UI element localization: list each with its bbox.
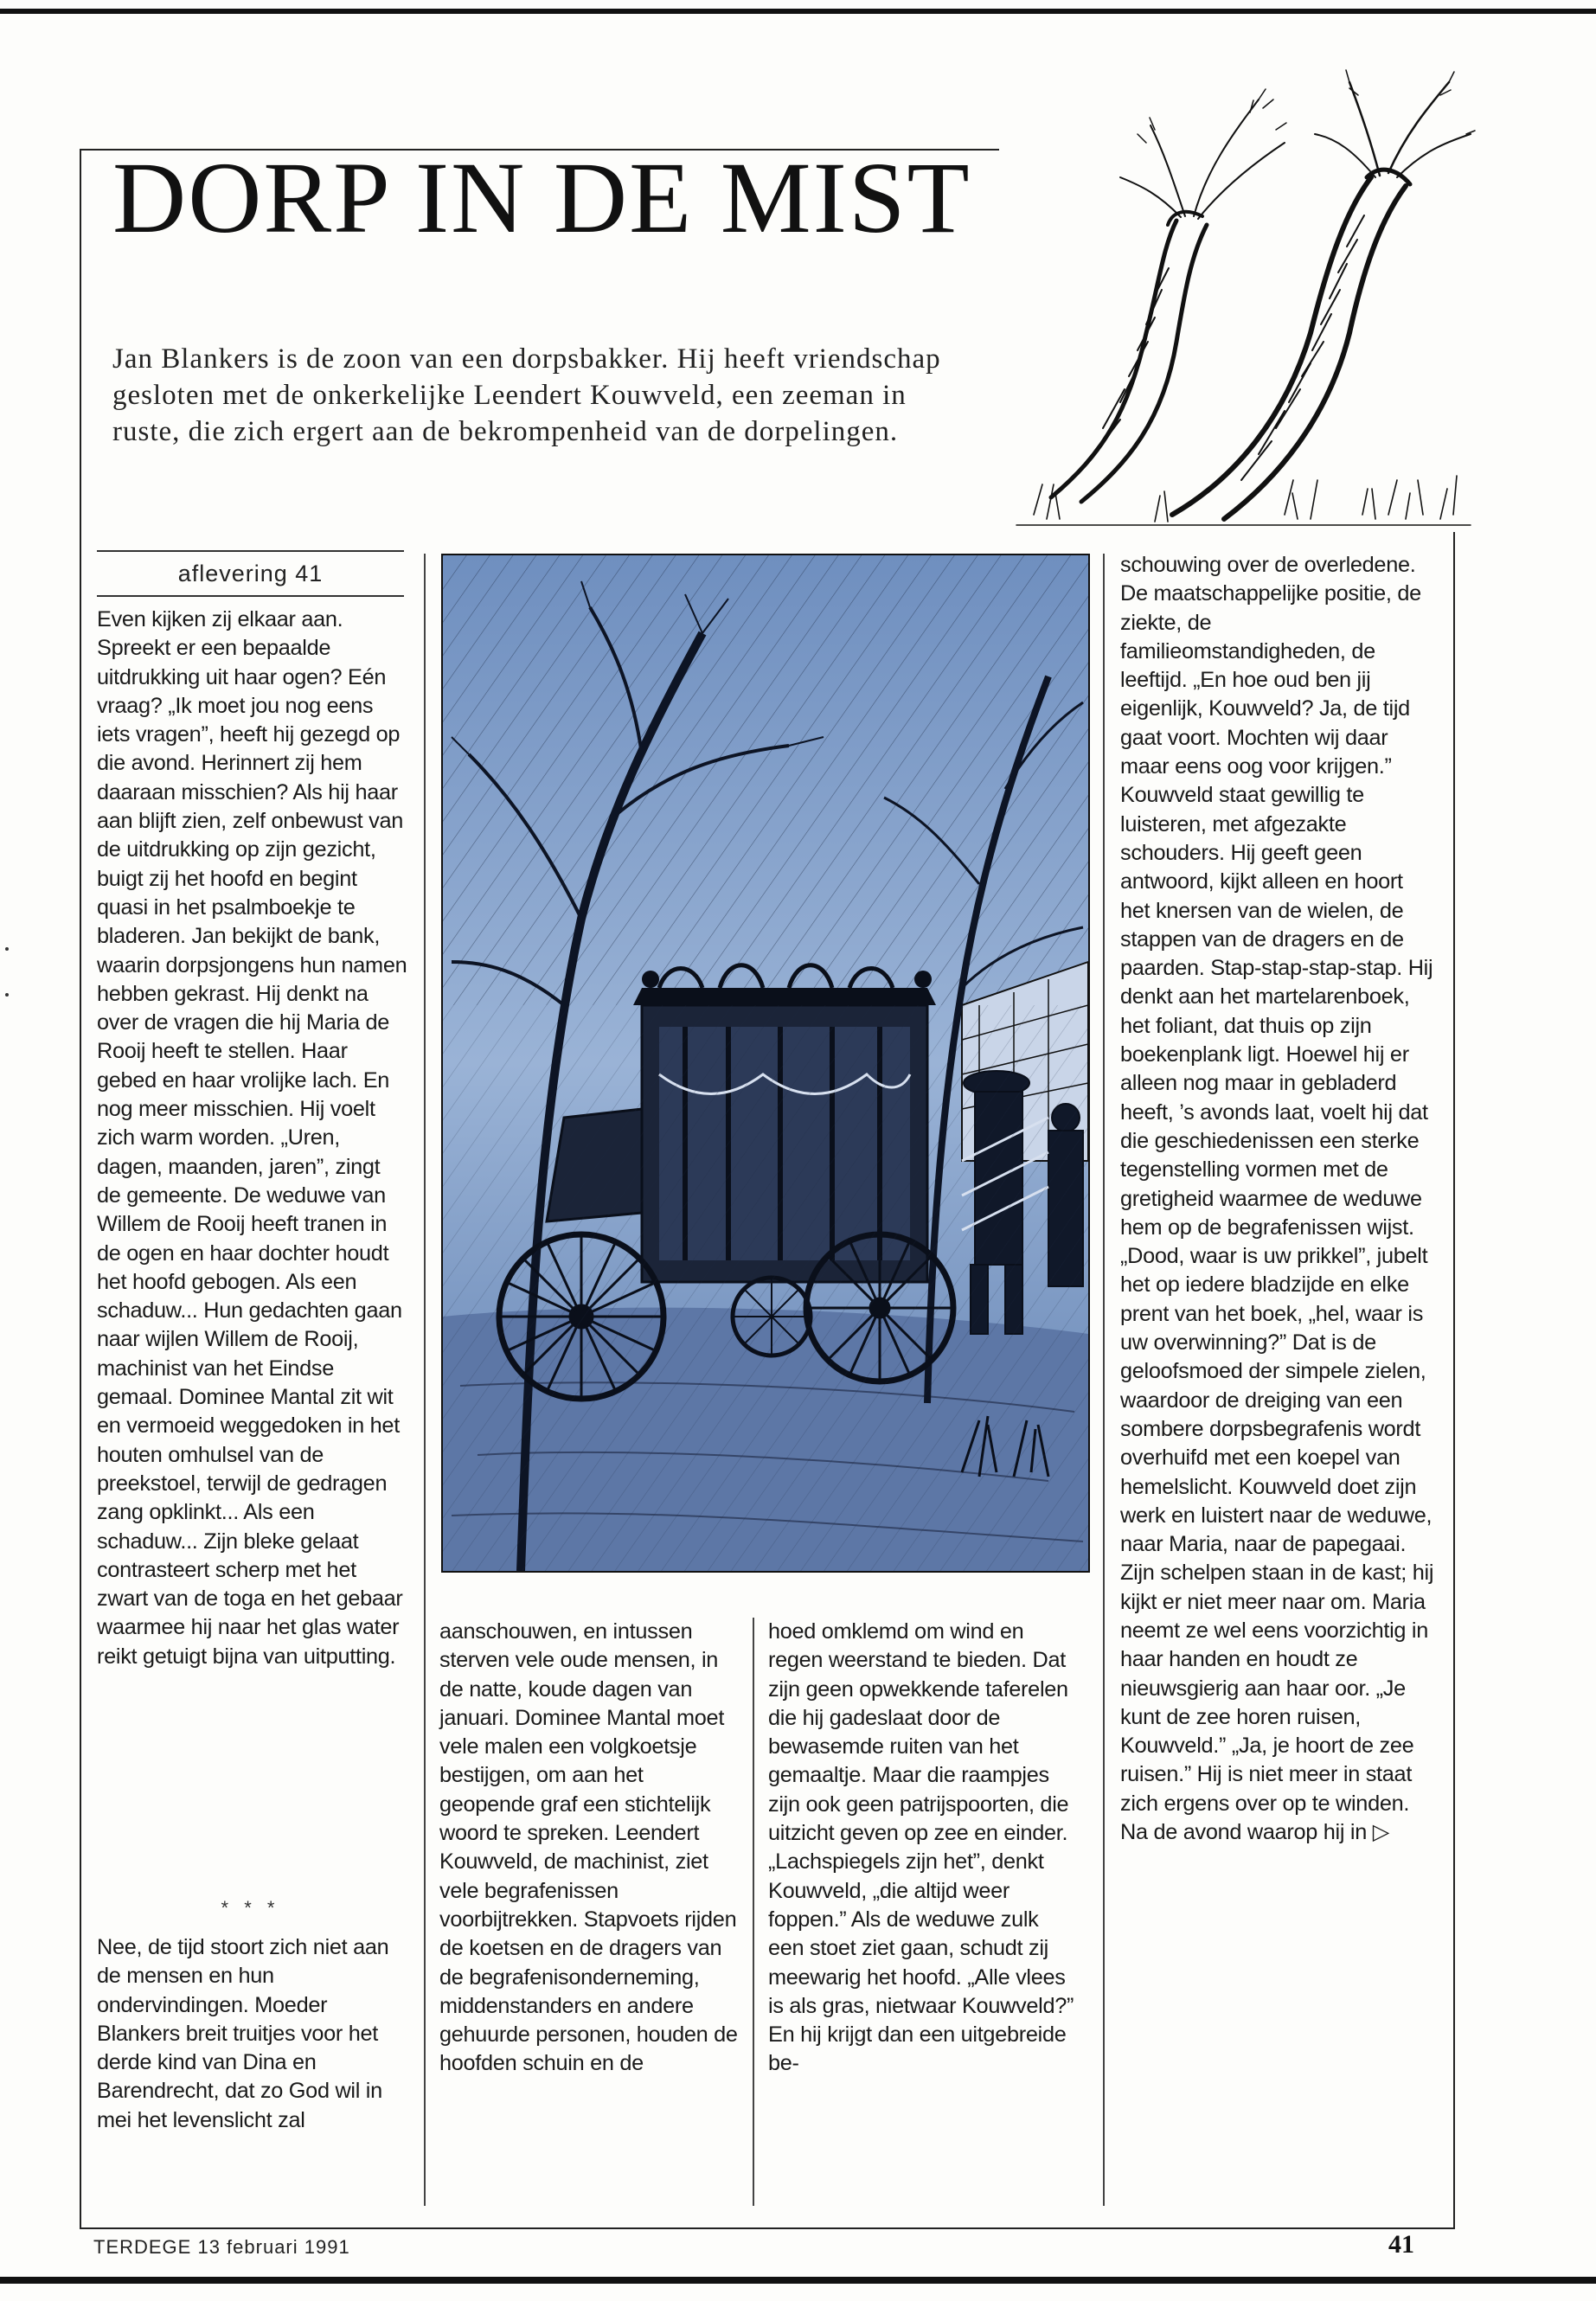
text-column-3 xyxy=(768,1618,1080,2079)
margin-mark xyxy=(5,993,9,997)
column-divider xyxy=(424,554,426,2206)
hearse-illustration xyxy=(441,554,1090,1573)
episode-rule-bottom xyxy=(97,595,404,597)
willow-tree-sketch xyxy=(999,48,1484,532)
episode-rule-top xyxy=(97,550,404,552)
column-2-text: aanschouwen, en intussen sterven vele oude mensen, in de natte, koude dagen van januari. Dominee Mantal moet vele malen een volgkoetsje bestijgen, om aan het geopende graf een stichtelijk woord te spreken. Leendert Kouwveld, de machinist, ziet vele begrafenissen voorbijtrekken. Stapvoets rijden de koetsen en de dragers van de begrafenisonderneming, middenstanders en andere gehuurde personen, houden de hoofden schuin en de xyxy=(439,1619,738,2076)
text-column-1-continued xyxy=(97,1933,408,2135)
margin-mark xyxy=(5,947,9,951)
column-divider xyxy=(1103,554,1105,2206)
bottom-border-line xyxy=(0,2277,1596,2284)
episode-label: aflevering 41 xyxy=(177,561,324,586)
text-column-1 xyxy=(97,606,408,1671)
section-separator: * * * xyxy=(221,1897,280,1919)
publication-footer: TERDEGE 13 februari 1991 xyxy=(93,2236,350,2258)
article-intro: Jan Blankers is de zoon van een dorpsbakker. Hij heeft vriendschap gesloten met de onkerkelijke Leendert Kouwveld, een zeeman in ruste, die zich ergert aan de bekrompenheid van de dorpelingen. xyxy=(112,343,941,447)
top-border-line xyxy=(0,9,1596,14)
column-4-text: schouwing over de overledene. De maatschappelijke positie, de ziekte, de familieomstandigheden, de leeftijd. „En hoe oud ben jij eigenlijk, Kouwveld? Ja, de tijd gaat voort. Mochten wij daar maar eens oog voor krijgen.” Kouwveld staat gewillig te luisteren, met afgezakte schouders. Hij geeft geen antwoord, kijkt alleen en hoort het knersen van de wielen, de stappen van de dragers en de paarden. Stap-stap-stap-stap. Hij denkt aan het martelarenboek, het foliant, dat thuis op zijn boekenplank ligt. Hoewel hij er alleen nog maar in gebladerd heeft, ’s avonds laat, voelt hij dat die geschiedenissen een sterke tegenstelling vormen met de gretigheid waarmee de weduwe hem op de begrafenissen wijst. „Dood, waar is uw prikkel”, jubelt het op iedere bladzijde en elke prent van het boek, „hel, waar is uw overwinning?” Dat is de geloofsmoed der simpele zielen, waardoor de dreiging van een sombere dorpsbegrafenis wordt overhuifd met een koepel van hemelslicht. Kouwveld doet zijn werk en luistert naar de weduwe, naar Maria, naar de papegaai. Zijn schelpen staan in de kast; hij kijkt er niet meer naar om. Maria neemt ze wel eens voorzichtig in haar handen en houdt ze nieuwsgierig aan haar oor. „Je kunt de zee horen ruisen, Kouwveld.” „Ja, je hoort de zee ruisen.” Hij is niet meer in staat zich ergens over op te winden. Na de avond waarop hij in ▷ xyxy=(1120,553,1434,1845)
hearse-drawing xyxy=(443,555,1088,1571)
article-title: DORP IN DE MIST xyxy=(112,141,971,254)
column-1-text: Even kijken zij elkaar aan. Spreekt er een bepaalde uitdrukking uit haar ogen? Eén vraag? „Ik moet jou nog eens iets vragen”, heeft hij gezegd op die avond. Herinnert zij hem daaraan misschien? Als hij haar aan blijft zien, zelf onbewust van de uitdrukking op zijn gezicht, buigt zij het hoofd en begint quasi in het psalmboekje te bladeren. Jan bekijkt de bank, waarin dorpsjongens hun namen hebben gekrast. Hij denkt na over de vragen die hij Maria de Rooij heeft te stellen. Haar gebed en haar vrolijke lach. En nog meer misschien. Hij voelt zich warm worden. „Uren, dagen, maanden, jaren”, zingt de gemeente. De weduwe van Willem de Rooij heeft tranen in de ogen en haar dochter houdt het hoofd gebogen. Als een schaduw... Hun gedachten gaan naar wijlen Willem de Rooij, machinist van het Eindse gemaal. Dominee Mantal zit wit en vermoeid weggedoken in het houten omhulsel van de preekstoel, terwijl de gedragen zang opklinkt... Als een schaduw... Zijn bleke gelaat contrasteert scherp met het zwart van de toga en het gebaar waarmee hij naar het glas water reikt getuigt bijna van uitputting. xyxy=(97,607,407,1669)
page-number: 41 xyxy=(1388,2230,1414,2259)
text-column-2 xyxy=(439,1618,738,2079)
column-3-text: hoed omklemd om wind en regen weerstand te bieden. Dat zijn geen opwekkende taferelen die hij gadeslaat door de bewasemde ruiten van het gemaaltje. Maar die raampjes zijn ook geen patrijspoorten, die uitzicht geven op zee en einder. „Lachspiegels zijn het”, denkt Kouwveld, „die altijd weer foppen.” Als de weduwe zulk een stoet ziet gaan, schudt zij meewarig het hoofd. „Alle vlees is als gras, nietwaar Kouwveld?” En hij krijgt dan een uitgebreide be- xyxy=(768,1619,1074,2076)
column-1b-text: Nee, de tijd stoort zich niet aan de mensen en hun ondervindingen. Moeder Blankers breit truitjes voor het derde kind van Dina en Barendrecht, dat zo God wil in mei het levenslicht zal xyxy=(97,1935,389,2132)
column-divider xyxy=(753,1618,754,2206)
text-column-4 xyxy=(1120,551,1436,1847)
